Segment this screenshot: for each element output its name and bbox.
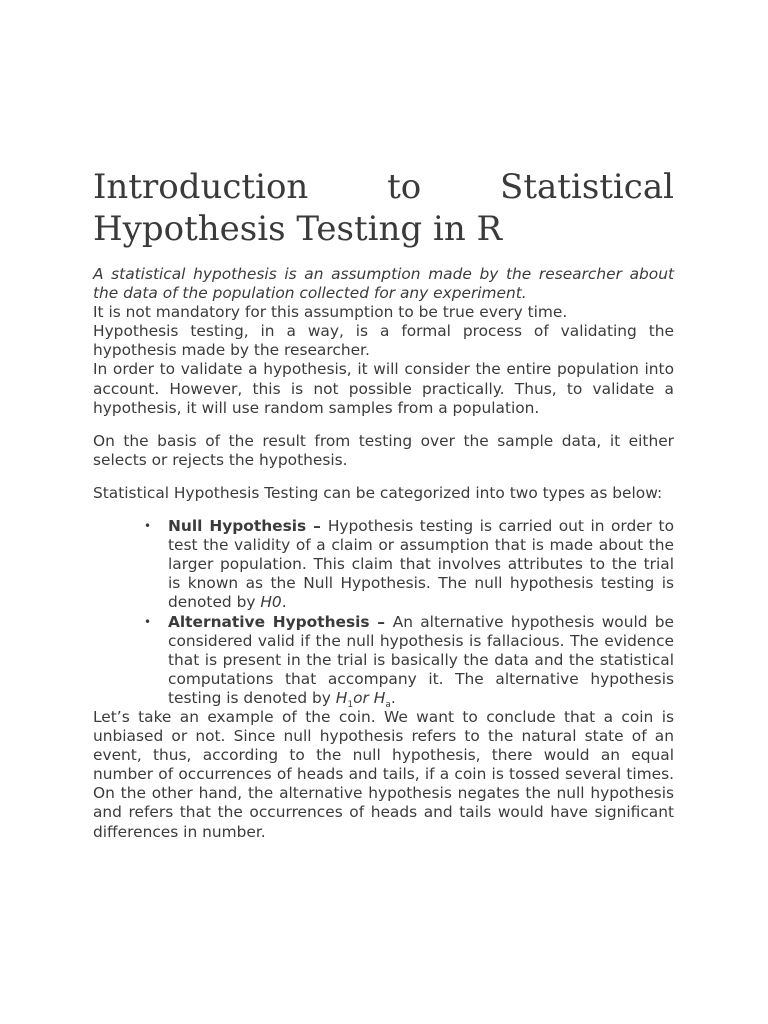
null-hypothesis-text: Hypothesis testing is carried out in order to test the validity of a claim or assumption that is made about the larger population. This claim that involves attributes to the trial is known as the Null Hypothesis. The null hypothesis testing is denoted by (168, 517, 674, 612)
list-item-alternative-hypothesis (144, 612, 674, 710)
alternative-sub-1: 1 (347, 699, 354, 710)
document-page (93, 166, 674, 842)
title-line-1: Introduction to Statistical (93, 167, 674, 207)
list-item-null-hypothesis (144, 517, 674, 612)
bullet-icon: • (144, 519, 152, 534)
paragraph-3: In order to validate a hypothesis, it will consider the entire population into account. However, this is not possible practically. Thus, to validate a hypothesis, it will use random samples from a population. (93, 360, 674, 417)
alternative-symbol-h1: H (335, 688, 348, 707)
paragraph-5: Statistical Hypothesis Testing can be categorized into two types as below: (93, 483, 663, 502)
alternative-symbol-ha: H (373, 688, 386, 707)
paragraph-1: It is not mandatory for this assumption to be true every time. (93, 303, 568, 322)
paragraph-2: Hypothesis testing, in a way, is a formal process of validating the hypothesis made by the researcher. (93, 322, 674, 360)
intro-paragraph: A statistical hypothesis is an assumption made by the researcher about the data of the population collected for any experiment. (93, 265, 674, 303)
alternative-hypothesis-end: . (390, 688, 396, 707)
null-hypothesis-symbol: H0 (260, 593, 282, 612)
alternative-sub-a: a (385, 699, 391, 710)
document-title (93, 166, 674, 250)
alternative-hypothesis-text: An alternative hypothesis would be considered valid if the null hypothesis is fallacious. The evidence that is present in the trial is basically the data and the statistical computations that accompany it. The alternative hypothesis testing is denoted by (168, 612, 674, 707)
alternative-or: or (353, 688, 374, 707)
alternative-hypothesis-term: Alternative Hypothesis – (168, 612, 393, 631)
bullet-icon: • (144, 614, 152, 629)
hypothesis-types-list (93, 517, 674, 708)
title-line-2: Hypothesis Testing in R (93, 209, 503, 249)
paragraph-6: Let’s take an example of the coin. We want to conclude that a coin is unbiased or not. Since null hypothesis refers to the natural state of an event, thus, according to the null hypothesis, there would an equal number of occurrences of heads and tails, if a coin is tossed several times. On the other hand, the alternative hypothesis negates the null hypothesis and refers that the occurrences of heads and tails would have significant differences in number. (93, 707, 674, 841)
null-hypothesis-term: Null Hypothesis – (168, 517, 328, 536)
null-hypothesis-end: . (281, 593, 287, 612)
paragraph-4: On the basis of the result from testing over the sample data, it either selects or rejects the hypothesis. (93, 431, 674, 469)
